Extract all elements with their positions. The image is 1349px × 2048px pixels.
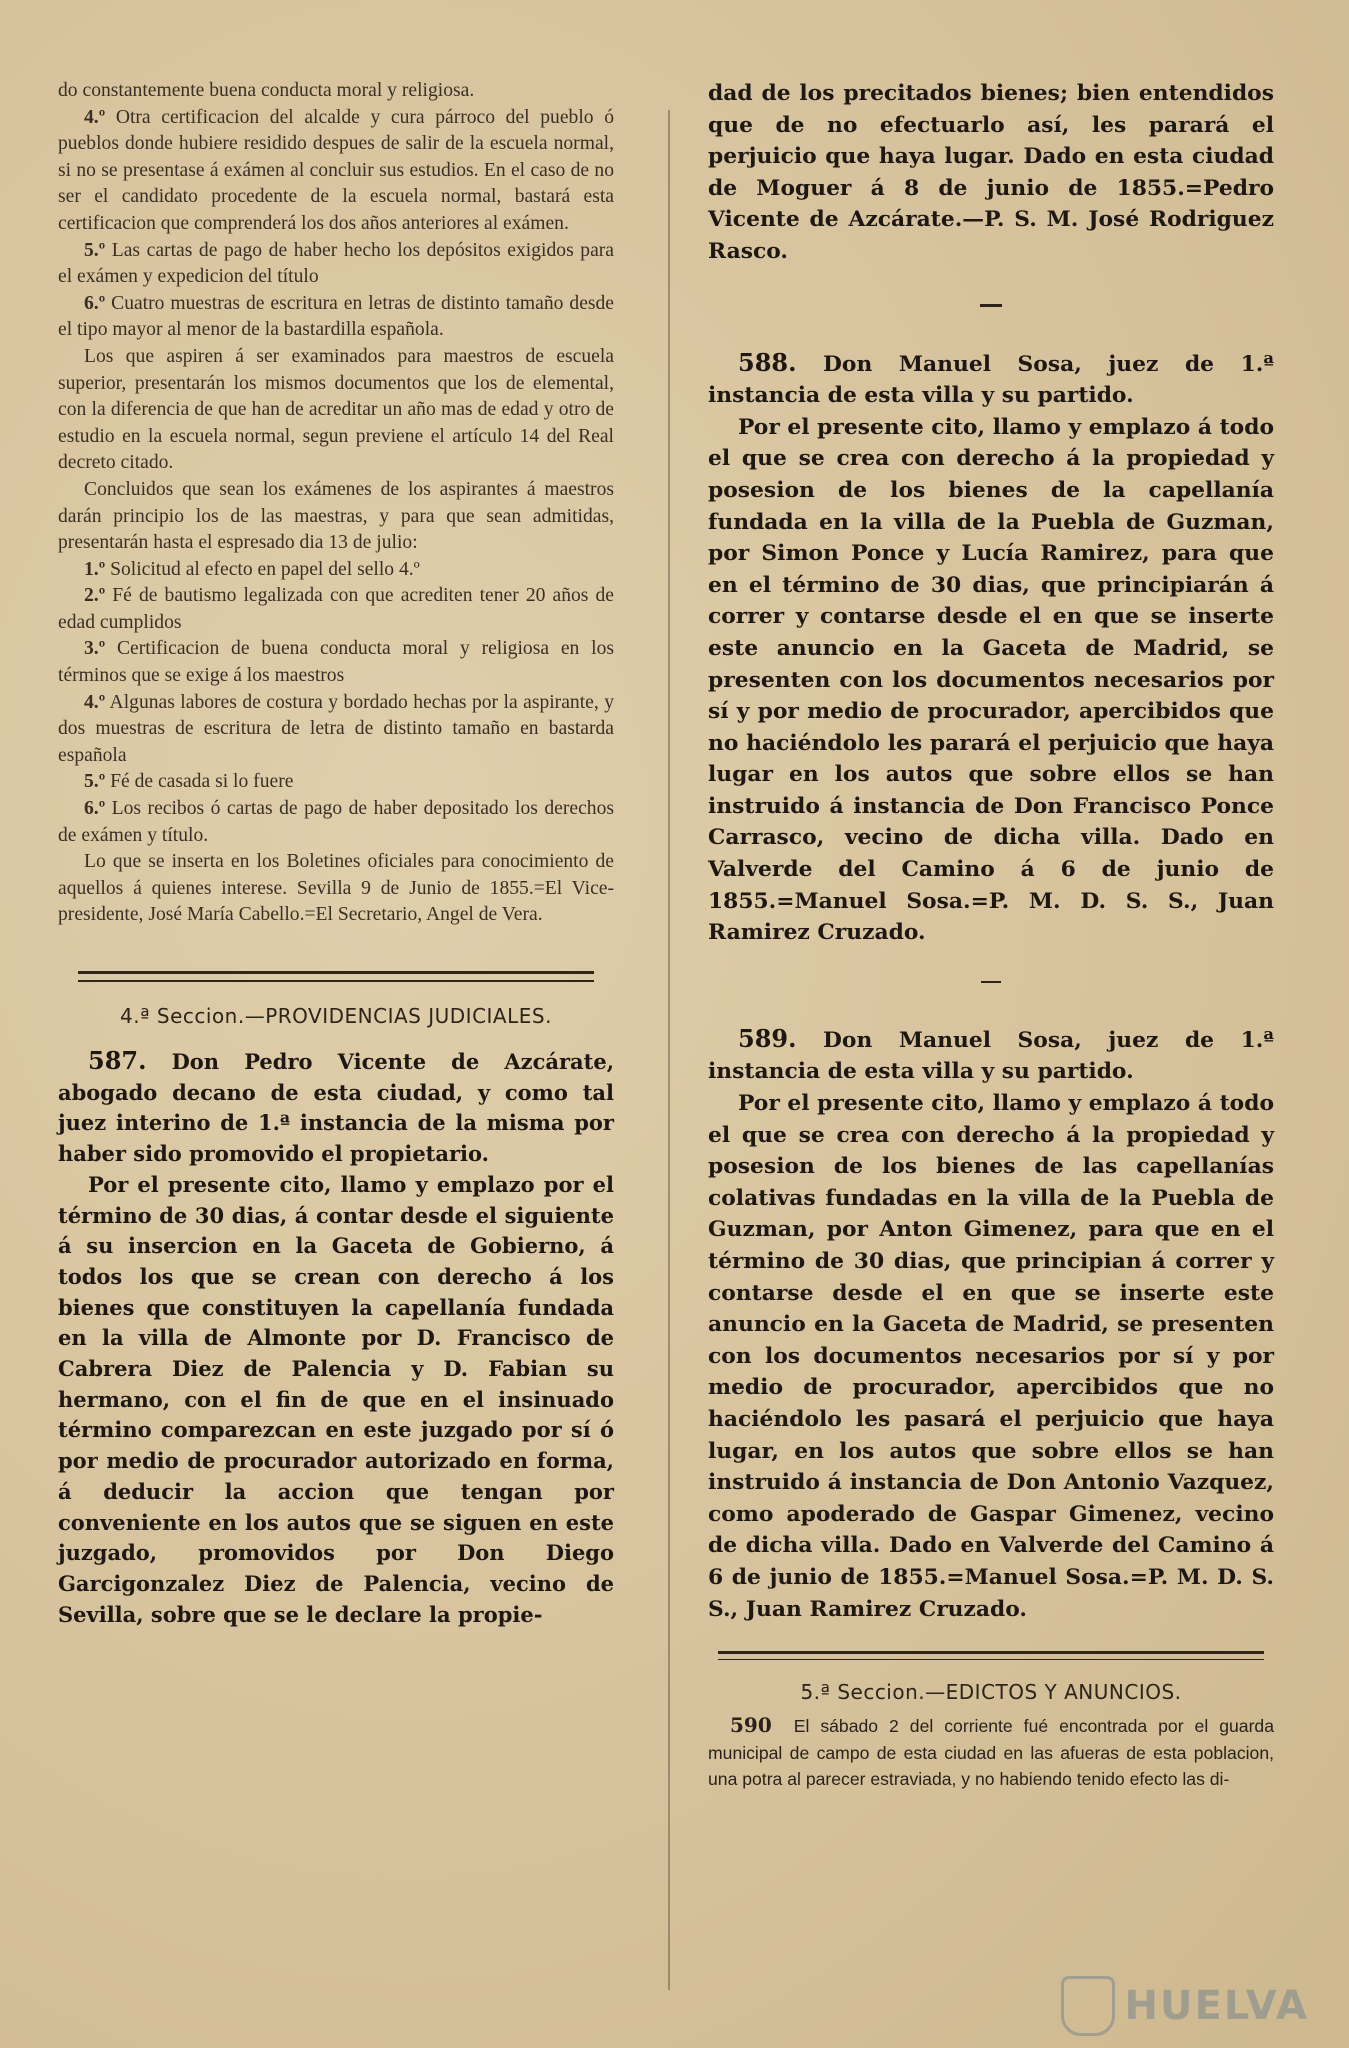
announcement-number: 589. xyxy=(738,1023,797,1053)
announcement-590 xyxy=(708,1712,1274,1792)
item-text: Fé de bautismo legalizada con que acrediten tener 20 años de edad cumplidos xyxy=(58,585,614,633)
section-5-title: 5.ª Seccion.—EDICTOS Y ANUNCIOS. xyxy=(800,1680,1182,1705)
paragraph-conduct: do constantemente buena conducta moral y religiosa. xyxy=(58,80,475,101)
announcement-number: 590 xyxy=(730,1713,772,1738)
announcement-heading: Don Pedro Vicente de Azcárate, abogado decano de esta ciudad, y como tal juez interino de 1.ª instancia de la misma por haber sido promovido el propietario. xyxy=(58,1049,615,1167)
list-item xyxy=(58,636,614,689)
section-divider xyxy=(78,971,594,982)
announcement-589 xyxy=(708,1023,1274,1625)
item-number: 2.º xyxy=(84,585,106,607)
announcement-heading: Don Manuel Sosa, juez de 1.ª instancia de esta villa y su partido. xyxy=(708,1027,1274,1085)
item-number: 1.º xyxy=(84,558,106,580)
item-6 xyxy=(58,291,614,344)
item-number: 6.º xyxy=(84,292,106,314)
item-number: 6.º xyxy=(84,798,106,820)
item-number: 5.º xyxy=(84,239,106,261)
signature: =Pedro Vicente de Azcárate.—P. S. M. José Rodriguez Rasco. xyxy=(708,175,1274,264)
announcement-body: Por el presente cito, llamo y emplazo á todo el que se crea con derecho á la propiedad y posesion de los bienes de la capellanía fundada en la villa de la Puebla de Guzman, por Simon Ponce y Lucía Ramirez, para que en el término de 30 dias, que principiarán á correr y contarse desde el en que se inserte este anuncio en la Gaceta de Madrid, se presenten con los documentos necesarios por sí y por medio de procurador, apercibidos que no haciéndolo les parará el perjuicio que haya lugar en los autos que sobre ellos se han instruido á instancia de Don Francisco Ponce Carrasco, vecino de dicha villa. Dado en Valverde del Camino á 6 de junio de 1855.=Manuel Sosa.=P. M. D. S. S., Juan Ramirez Cruzado. xyxy=(708,414,1274,946)
announcement-587 xyxy=(58,1046,614,1630)
announcement-number: 587. xyxy=(88,1046,147,1075)
watermark-text: HUELVA xyxy=(1124,1983,1309,2029)
item-text: Certificacion de buena conducta moral y religiosa en los términos que se exige á los maestros xyxy=(58,638,614,687)
column-divider xyxy=(668,110,670,1990)
announcement-body: Por el presente cito, llamo y emplazo por el término de 30 dias, á contar desde el siguiente á su insercion en la Gaceta de Gobierno, á todos los que se crean con derecho á los bienes que constituyen la capellanía fundada en la villa de Almonte por D. Francisco de Cabrera Diez de Palencia y D. Fabian su hermano, con el fin de que en el insinuado término comparezcan en este juzgado por sí ó por medio de procurador autorizado en forma, á deducir la accion que tengan por conveniente en los autos que se siguen en este juzgado, promovidos por Don Diego Garcigonzalez Diez de Palencia, vecino de Sevilla, sobre que se le declare la propie- xyxy=(58,1171,614,1627)
continuation-body: dad de los precitados bienes; bien entendidos que de no efectuarlo así, les parará el perjuicio que haya lugar. Dado en esta ciudad de Moguer á 8 de junio de 1855. xyxy=(708,81,1274,201)
paragraph-closing: Lo que se inserta en los Boletines oficiales para conocimiento de aquellos á quienes interese. Sevilla 9 de Junio de 1855.=El Vice-presidente, José María Cabello.=El Secretario, Angel de Vera. xyxy=(58,851,614,926)
short-divider xyxy=(980,304,1002,307)
requirements-block xyxy=(58,78,614,929)
list-item xyxy=(58,557,614,584)
list-item xyxy=(58,583,614,636)
list-item xyxy=(58,769,614,796)
seal-icon xyxy=(1061,1976,1115,2036)
list-item xyxy=(58,690,614,770)
item-text: Las cartas de pago de haber hecho los depósitos exigidos para el exámen y expedicion del título xyxy=(58,239,614,288)
item-5 xyxy=(58,238,614,291)
list-item xyxy=(58,796,614,849)
archive-watermark xyxy=(1061,1976,1309,2036)
announcement-head xyxy=(708,347,1274,412)
section-4-title: 4.ª Seccion.—PROVIDENCIAS JUDICIALES. xyxy=(120,1004,552,1028)
paragraph-superior: Los que aspiren á ser examinados para maestros de escuela superior, presentarán los mismos documentos que los de elemental, con la diferencia de que han de acreditar un año mas de edad y otro de estudio en la escuela normal, segun previene el artículo 14 del Real decreto citado. xyxy=(58,345,614,474)
announcement-text: El sábado 2 del corriente fué encontrada por el guarda municipal de campo de esta ciudad en las afueras de esta poblacion, una potra al parecer estraviada, y no habiendo tenido efecto las di- xyxy=(708,1716,1274,1789)
announcement-588 xyxy=(708,347,1274,949)
announcement-587-continuation xyxy=(708,78,1274,268)
item-text: Los recibos ó cartas de pago de haber depositado los derechos de exámen y título. xyxy=(58,798,614,846)
paragraph-maestras: Concluidos que sean los exámenes de los aspirantes á maestros darán principio los de las maestras, y para que sean admitidas, presentarán hasta el espresado dia 13 de julio: xyxy=(58,478,614,554)
announcement-number: 588. xyxy=(738,347,797,377)
continuation-text xyxy=(708,78,1274,268)
item-4 xyxy=(58,105,614,238)
item-text: Otra certificacion del alcalde y cura párroco del pueblo ó pueblos donde hubiere residido despues de salir de la escuela normal, si no se presentase á exámen al concluir sus estudios. En el caso de no ser el candidato procedente de la escuela normal, bastará esta certificacion que comprenderá los dos años anteriores al exámen. xyxy=(58,106,614,234)
announcement-body: Por el presente cito, llamo y emplazo á todo el que se crea con derecho á la propiedad y posesion de los bienes de las capellanías colativas fundadas en la villa de la Puebla de Guzman, por Anton Gimenez, para que en el término de 30 dias, que principian á correr y contarse desde el en que se inserte este anuncio en la Gaceta de Madrid, se presenten con los documentos necesarios por sí y por medio de procurador, apercibidos que no haciéndolo les pasará el perjuicio que haya lugar, en los autos que sobre ellos se han instruido á instancia de Don Antonio Vazquez, como apoderado de Gaspar Gimenez, vecino de dicha villa. Dado en Valverde del Camino á 6 de junio de 1855.=Manuel Sosa.=P. M. D. S. S., Juan Ramirez Cruzado. xyxy=(708,1091,1274,1622)
item-number: 5.º xyxy=(84,771,106,793)
item-number: 4.º xyxy=(84,106,106,128)
left-column xyxy=(58,78,614,1630)
item-number: 3.º xyxy=(84,638,106,660)
announcement-heading: Don Manuel Sosa, juez de 1.ª instancia de esta villa y su partido. xyxy=(708,351,1274,409)
item-number: 4.º xyxy=(84,691,106,713)
item-text: Solicitud al efecto en papel del sello 4.º xyxy=(110,558,420,580)
announcement-head xyxy=(58,1046,614,1170)
section-divider xyxy=(718,1651,1264,1660)
item-text: Fé de casada si lo fuere xyxy=(110,771,294,793)
short-divider xyxy=(981,981,1001,983)
item-text: Cuatro muestras de escritura en letras de distinto tamaño desde el tipo mayor al menor de la bastardilla española. xyxy=(58,292,615,341)
item-text: Algunas labores de costura y bordado hechas por la aspirante, y dos muestras de escritura de letra de distinto tamaño en bastarda española xyxy=(58,691,614,766)
announcement-head xyxy=(708,1023,1274,1088)
announcement-body xyxy=(708,1712,1274,1792)
right-column xyxy=(708,78,1274,1792)
